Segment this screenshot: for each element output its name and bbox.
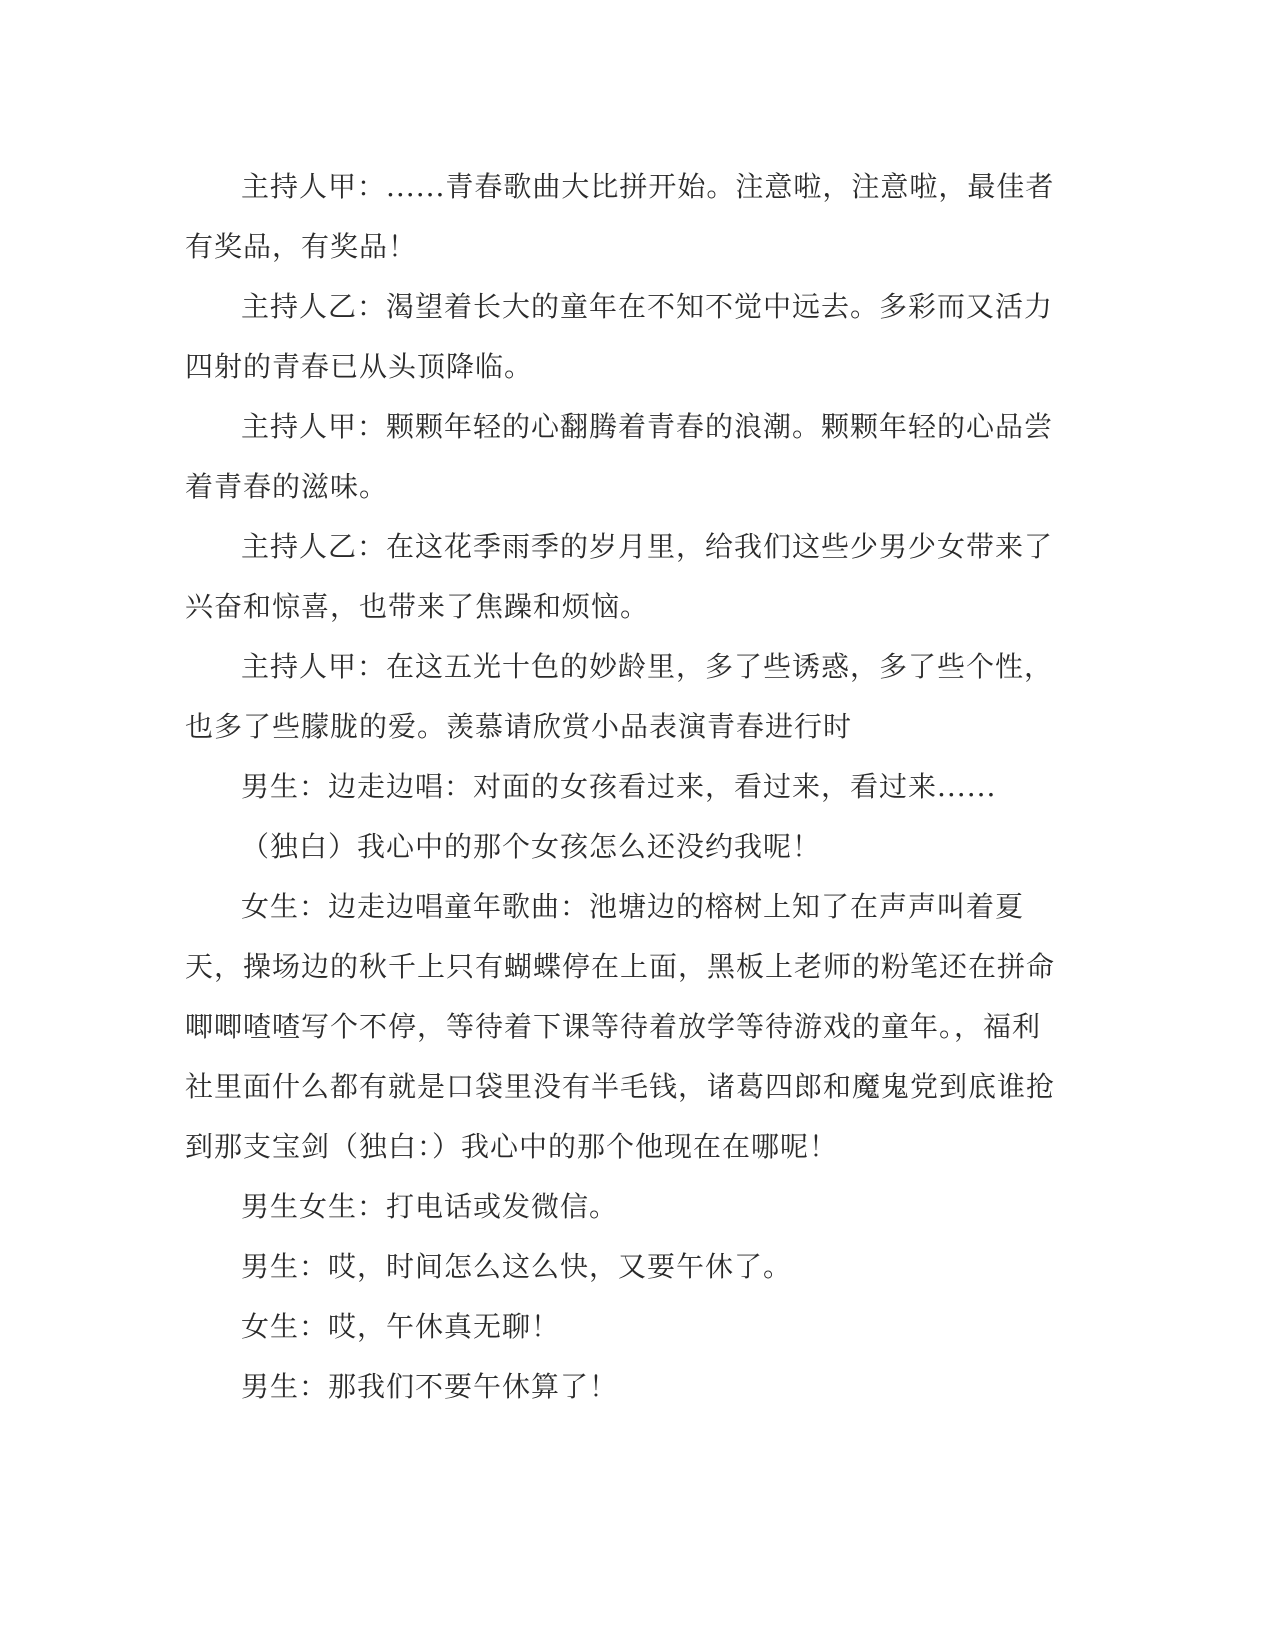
document-body (185, 157, 1065, 1417)
paragraph-6: 男生：边走边唱：对面的女孩看过来，看过来，看过来...... (241, 770, 997, 803)
paragraph-4: 主持人乙：在这花季雨季的岁月里，给我们这些少男少女带来了兴奋和惊喜，也带来了焦躁和烦恼。 (185, 530, 1054, 623)
paragraph-3: 主持人甲：颗颗年轻的心翻腾着青春的浪潮。颗颗年轻的心品尝着青春的滋味。 (185, 410, 1054, 503)
paragraph-12: 男生：那我们不要午休算了！ (241, 1370, 619, 1403)
paragraph-1: 主持人甲：......青春歌曲大比拼开始。注意啦，注意啦，最佳者有奖品，有奖品！ (185, 170, 1055, 263)
paragraph-11: 女生：哎，午休真无聊！ (241, 1310, 561, 1343)
paragraph-8: 女生：边走边唱童年歌曲：池塘边的榕树上知了在声声叫着夏天，操场边的秋千上只有蝴蝶停在上面，黑板上老师的粉笔还在拼命唧唧喳喳写个不停，等待着下课等待着放学等待游戏的童年。，福利社里面什么都有就是口袋里没有半毛钱，诸葛四郎和魔鬼党到底谁抢到那支宝剑（独白：）我心中的那个他现在在哪呢！ (185, 890, 1056, 1163)
paragraph-7: （独白）我心中的那个女孩怎么还没约我呢！ (241, 830, 822, 863)
paragraph-9: 男生女生：打电话或发微信。 (241, 1190, 619, 1223)
paragraph-2: 主持人乙：渴望着长大的童年在不知不觉中远去。多彩而又活力四射的青春已从头顶降临。 (185, 290, 1054, 383)
paragraph-5: 主持人甲：在这五光十色的妙龄里，多了些诱惑，多了些个性，也多了些朦胧的爱。羡慕请欣赏小品表演青春进行时 (185, 650, 1054, 743)
paragraph-10: 男生：哎，时间怎么这么快，又要午休了。 (241, 1250, 793, 1283)
